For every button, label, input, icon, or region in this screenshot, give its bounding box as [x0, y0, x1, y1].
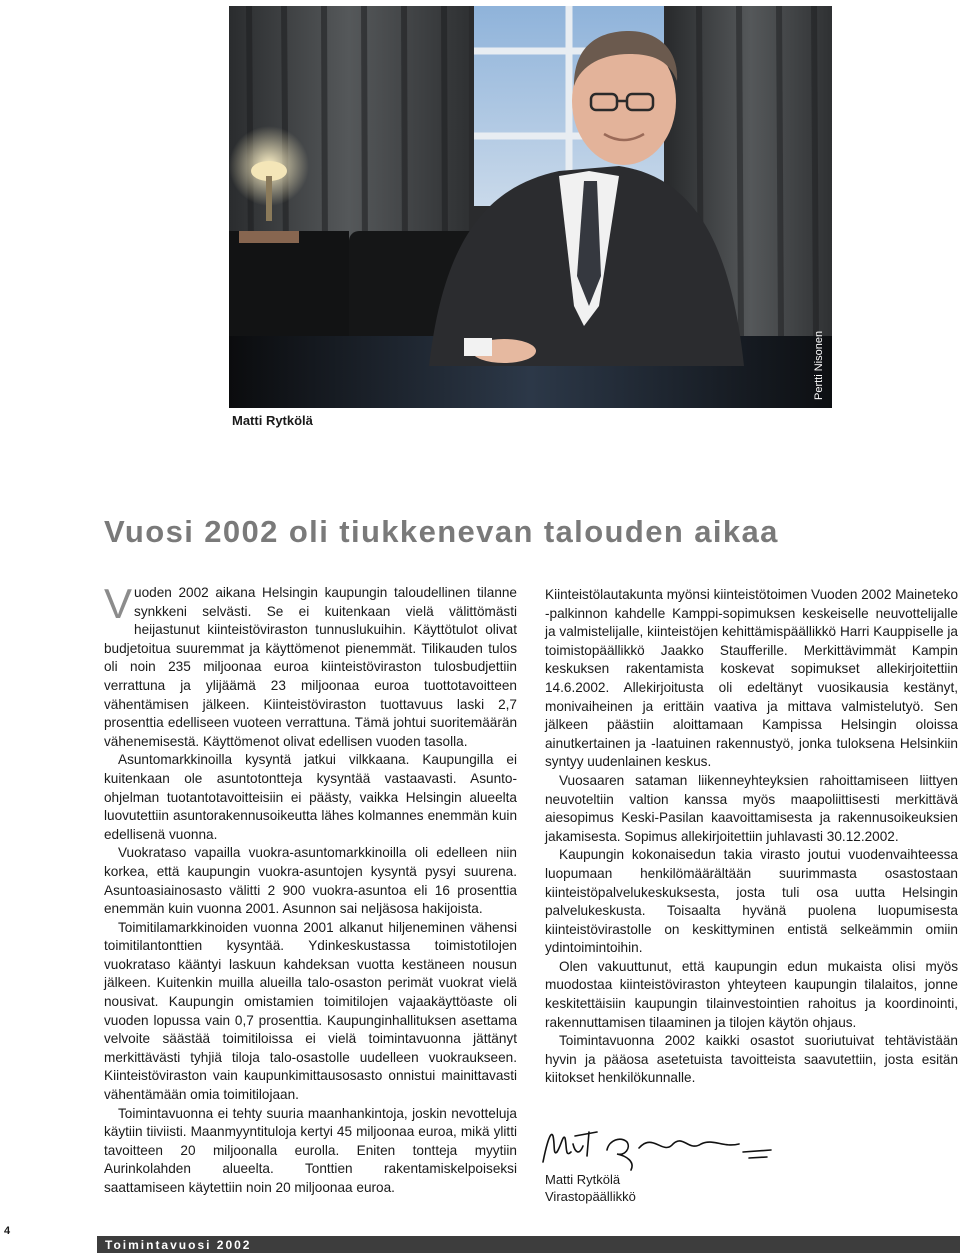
page-number: 4 — [4, 1225, 11, 1237]
paragraph: Vuokrataso vapailla vuokra-asuntomarkkinoilla oli edelleen niin korkea, että kaupungin vuokra-asuntojen kysyntä pysyi suurena. Asuntoasiainosasto välitti 2 900 vuokra-asuntoa eli 16 prosenttia enemmän kuin vuonna 2001. Asunnon sai neljäsosa hakijoista. — [104, 845, 517, 917]
signatory-title: Virastopäällikkö — [545, 1189, 636, 1204]
paragraph: Olen vakuuttunut, että kaupungin edun mukaista olisi myös muodostaa kiinteistöviraston yhteyteen kaupungin tilalaitos, jonne keskitettäisiin kaupungin tilainvestointien rahoitus ja koordinointi, rakennuttamisen tilaaminen ja tilojen käytön ohjaus. — [545, 958, 958, 1030]
footer-label: Toimintavuosi 2002 — [105, 1238, 252, 1252]
paragraph: Vuosaaren sataman liikenneyhteyksien rahoittamiseen liittyen neuvoteltiin valtion kanssa myös maapoliittisesti merkittävä aiesopimus Keski-Pasilan kaavoittamisesta ja rakennusoikeuksien jakamisesta. Sopimus allekirjoitettiin juhlavasti 30.12.2002. — [545, 772, 958, 844]
paragraph — [104, 580, 517, 751]
paragraph: Toimintavuonna 2002 kaikki osastot suoriutuivat tehtävistään hyvin ja pääosa asetetuista tavoitteista saavutettiin, josta esitän kiitokset henkilökunnalle. — [545, 1033, 958, 1086]
portrait-illustration — [229, 6, 832, 408]
signatory-name: Matti Rytkölä — [545, 1172, 621, 1187]
paragraph: Toimintavuonna ei tehty suuria maanhankintoja, joskin nevotteluja käytiin tiiviisti. Maanmyyntituloja kertyi 45 miljoonaa euroa, mikä ylitti tavoitteen 20 miljoonalla eurolla. Eniten tontteja myytiin Aurinkolahden alueelta. Tonttien rakentamiskelpoiseksi saattamiseen käytettiin noin 20 miljoonaa euroa. — [104, 1105, 517, 1195]
paragraph: Kiinteistölautakunta myönsi kiinteistötoimen Vuoden 2002 Maineteko -palkinnon kahdelle Kamppi-sopimuksen keskeiselle neuvottelijalle ja valmistelijalle, kiinteistöjen kehittämispäällikkö Harri Kauppiselle ja toimistopäällikkö Jaakko Staufferille. Merkittävimmät Kampin keskuksen rakentamista koskevat sopimukset allekirjoitettiin 14.6.2002. Allekirjoitusta oli edeltänyt vuosikausia kestänyt, monivaiheinen ja erittäin vaativa ja mittava valmistelutyö. Sen jälkeen päästiin aloittamaan Kampissa Helsingin oloissa ainutkertainen ja -laatuinen rakennustyö, jonka tuloksena Helsinkiin syntyy uudenlainen keskus. — [545, 587, 958, 770]
paragraph: Kaupungin kokonaisedun takia virasto joutui vuodenvaihteessa luopumaan henkilömäärältään suurimmasta osastostaan kiinteistöpalvelukeskuksesta, josta tuli osa uutta Helsingin palvelukeskusta. Toisaalta hyvänä puolena luopumisesta kiinteistövirastolle on keskittyminen entistä selkeämmin omiin ydintoimintoihin. — [545, 847, 958, 956]
footer-bar — [97, 1236, 960, 1253]
left-column — [104, 580, 517, 1198]
drop-cap: V — [104, 580, 133, 627]
portrait-photo — [229, 6, 832, 408]
right-column — [545, 586, 958, 1088]
photo-caption: Matti Rytkölä — [232, 413, 313, 428]
paragraph: Toimitilamarkkinoiden vuonna 2001 alkanut hiljeneminen vähensi toimitilantonttien kysyntää. Ydinkeskustassa toimistotilojen vuokrataso kääntyi laskuun kahdeksan vuotta kestäneen nousun jälkeen. Kuitenkin muilla alueilla talo-osaston perimät vuokrat vielä nousivat. Kaupungin omistamien toimitilojen vajaakäyttöaste oli vuoden lopussa vain 0,7 prosenttia. Kaupunginhallituksen asettama velvoite säästää toimitiloissa ei vielä toimintavuonna jättänyt merkittävästi tyhjiä tiloja talo-osastolle uudelleen vuokraukseen. Kiinteistöviraston vain kaupunkimittausosasto onnistui mainittavasti vähentämään omia toimitilojaan. — [104, 919, 517, 1103]
paragraph-text: uoden 2002 aikana Helsingin kaupungin taloudellinen tilanne synkkeni selvästi. Se ei kuitenkaan vielä välittömästi heijastunut kiinteistöviraston tunnuslukuihin. Käyttötulot olivat budjetoitua suuremmat ja käyttömenot pienemmät. Tilikauden tulos oli noin 235 miljoonaa euroa kiinteistöviraston tulosbudjettiin verrattuna ja ylijäämä 23 miljoonaa euroa tuottotavoitteen vähentämisen jälkeen. Kiinteistöviraston tuottavuus laski 2,7 prosenttia edelliseen vuoteen verrattuna. Tämä johtui suoritemäärän vähenemisestä. Käyttömenot olivat edellisen vuoden tasolla. — [104, 585, 517, 749]
page-title: Vuosi 2002 oli tiukkenevan talouden aikaa — [104, 514, 779, 549]
handwritten-signature — [535, 1122, 775, 1172]
paragraph: Asuntomarkkinoilla kysyntä jatkui vilkkaana. Kaupungilla ei kuitenkaan ole asuntotontteja kysyntää vastaavasti. Asunto-ohjelman tuotantotavoitteisiin ei päästy, vaikka Helsingin alueelta luovutettiin asuntorakennusoikeutta lähes kolmannes enemmän kuin edellisenä vuonna. — [104, 752, 517, 842]
